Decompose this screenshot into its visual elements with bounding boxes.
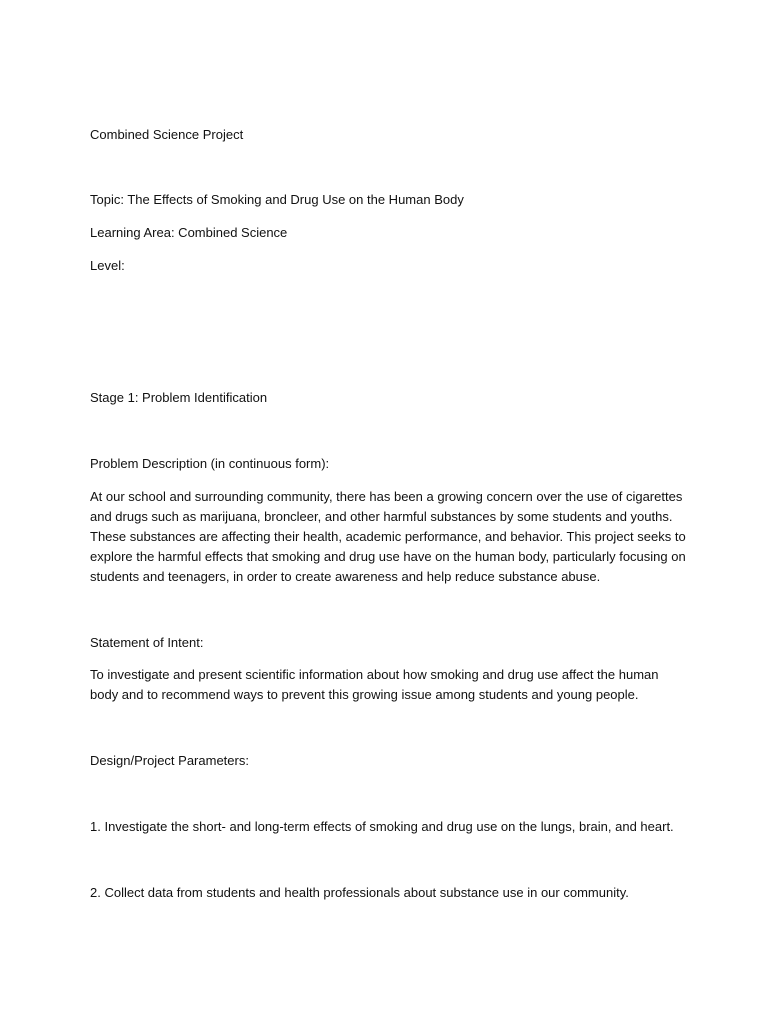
document-title: Combined Science Project xyxy=(90,127,244,142)
paragraph-line: body and to recommend ways to prevent this growing issue among students and young people. xyxy=(90,687,639,702)
level-line: Level: xyxy=(90,258,125,273)
paragraph-line: students and teenagers, in order to create awareness and help reduce substance abuse. xyxy=(90,569,601,584)
parameters-heading: Design/Project Parameters: xyxy=(90,753,249,768)
statement-of-intent-paragraph xyxy=(90,665,682,705)
paragraph-line: To investigate and present scientific information about how smoking and drug use affect the human xyxy=(90,667,659,682)
topic-line: Topic: The Effects of Smoking and Drug Use on the Human Body xyxy=(90,192,464,207)
parameter-item-2: 2. Collect data from students and health professionals about substance use in our community. xyxy=(90,885,629,900)
paragraph-line: explore the harmful effects that smoking and drug use have on the human body, particularly focusing on xyxy=(90,549,686,564)
paragraph-line: and drugs such as marijuana, broncleer, and other harmful substances by some students and youths. xyxy=(90,509,673,524)
statement-of-intent-heading: Statement of Intent: xyxy=(90,635,204,650)
parameter-item-1: 1. Investigate the short- and long-term effects of smoking and drug use on the lungs, brain, and heart. xyxy=(90,819,674,834)
problem-description-paragraph xyxy=(90,487,686,587)
paragraph-line: At our school and surrounding community, there has been a growing concern over the use of cigarettes xyxy=(90,489,683,504)
problem-description-heading: Problem Description (in continuous form): xyxy=(90,456,330,471)
learning-area-line: Learning Area: Combined Science xyxy=(90,225,288,240)
paragraph-line: These substances are affecting their health, academic performance, and behavior. This project seeks to xyxy=(90,529,686,544)
stage1-heading: Stage 1: Problem Identification xyxy=(90,390,268,405)
